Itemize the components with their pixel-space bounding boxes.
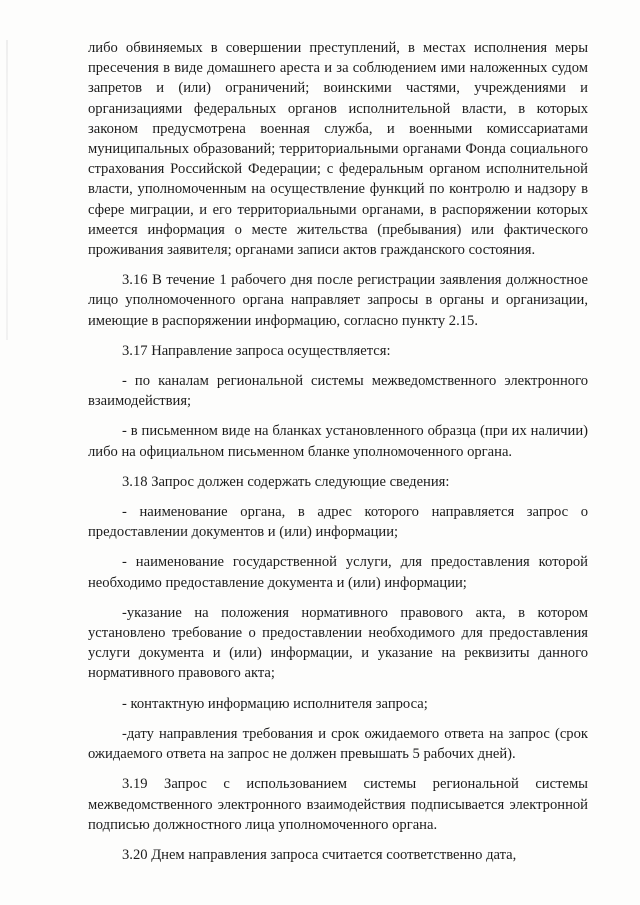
list-item-regional-system: - по каналам региональной системы межведомственного электронного взаимодействия; [88, 373, 588, 410]
paragraph-3-17: 3.17 Направление запроса осуществляется: [122, 342, 391, 359]
list-item-contact-info: - контактную информацию исполнителя запроса; [122, 695, 428, 712]
paragraph-continuation: либо обвиняемых в совершении преступлений, в местах исполнения меры пресечения в виде домашнего ареста и за соблюдением ими наложенных судом запретов и (или) ограничений; воинскими частями, учреждениями и организациями федеральных органов исполнительной власти, в которых законом предусмотрена военная служба, и военными комиссариатами муниципальных образований; территориальными органами Фонда социального страхования Российской Федерации; с федеральным органом исполнительной власти, уполномоченным на осуществление функций по контролю и надзору в сфере миграции, и его территориальными органами, в распоряжении которых имеется информация о месте жительства (пребывания) или фактического проживания заявителя; органами записи актов гражданского состояния. [88, 40, 588, 259]
list-item-service-name: - наименование государственной услуги, для предоставления которой необходимо предоставление документа и (или) информации; [88, 554, 588, 591]
list-item-dates: -дату направления требования и срок ожидаемого ответа на запрос (срок ожидаемого ответа на запрос не должен превышать 5 рабочих дней). [88, 725, 588, 763]
list-item-written-form: - в письменном виде на бланках установленного образца (при их наличии) либо на официальном письменном бланке уполномоченного органа. [88, 423, 588, 460]
paragraph-3-19: 3.19 Запрос с использованием системы региональной системы межведомственного электронного взаимодействия подписывается электронной подписью должностного лица уполномоченного органа. [88, 776, 588, 833]
paragraph-3-18: 3.18 Запрос должен содержать следующие сведения: [122, 473, 450, 490]
scan-edge-mark [6, 40, 8, 340]
list-item-organ-name: - наименование органа, в адрес которого направляется запрос о предоставлении документов и (или) информации; [88, 504, 588, 541]
paragraph-3-20: 3.20 Днем направления запроса считается соответственно дата, [122, 846, 517, 863]
document-body [88, 38, 588, 865]
paragraph-3-16: 3.16 В течение 1 рабочего дня после регистрации заявления должностное лицо уполномоченного органа направляет запросы в органы и организации, имеющие в распоряжении информацию, согласно пункту 2.15. [88, 272, 588, 329]
list-item-legal-act: -указание на положения нормативного правового акта, в котором установлено требование о предоставлении необходимого для предоставления услуги документа и (или) информации, и указание на реквизиты данного нормативного правового акта; [88, 604, 588, 682]
